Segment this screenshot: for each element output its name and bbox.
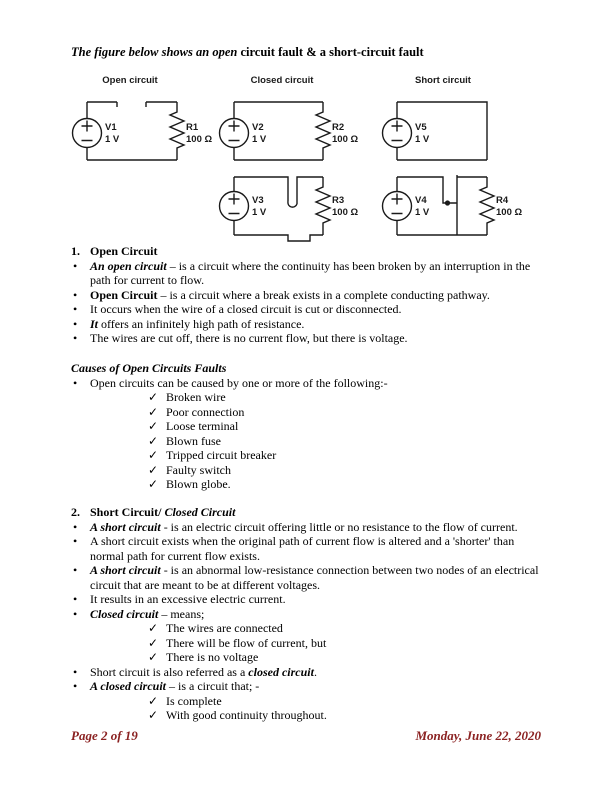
list-item (71, 592, 543, 607)
column-header-closed-circuit: Closed circuit (250, 75, 314, 86)
list-item (71, 679, 543, 694)
list-item (71, 405, 543, 420)
source-label: V4 (415, 195, 427, 206)
source-voltage-label: 1 V (415, 134, 430, 145)
source-voltage-label: 1 V (415, 207, 430, 218)
resistor-label: R3 (332, 195, 345, 206)
bullet-icon: • (73, 287, 78, 302)
section-heading-text: Causes of Open Circuits Faults (71, 361, 227, 375)
list-item (71, 390, 543, 405)
list-item (71, 259, 543, 288)
resistor-label: R4 (496, 195, 509, 206)
short-circuit-diagram (383, 102, 488, 160)
check-icon: ✓ (148, 433, 159, 448)
bullet-icon: • (73, 606, 78, 621)
list-item-text: . (313, 664, 317, 679)
check-icon: ✓ (148, 635, 159, 650)
list-item-text: Broken wire (166, 390, 226, 404)
bullet-icon: • (73, 375, 78, 390)
list-item (71, 621, 543, 636)
section-heading (71, 505, 543, 520)
list-item (71, 448, 543, 463)
source-voltage-label: 1 V (252, 207, 267, 218)
open-circuit-diagram (73, 102, 185, 160)
list-item-text: – is a circuit where a break exists in a complete conducting pathway. (157, 287, 490, 302)
check-icon: ✓ (148, 419, 159, 433)
section-heading-text: Closed Circuit (164, 505, 236, 519)
list-item (71, 288, 543, 303)
list-item-text: Open Circuit (90, 287, 158, 302)
source-label: V2 (252, 122, 264, 133)
list-item (71, 534, 543, 563)
list-item (71, 665, 543, 680)
title-italic-part: The figure below shows an open (71, 45, 238, 59)
list-item-text: Blown fuse (166, 433, 221, 448)
footer-page-number: Page 2 of 19 (71, 728, 138, 743)
closed-circuit-diagram (220, 102, 331, 160)
column-header-open-circuit: Open circuit (102, 75, 158, 86)
resistor-value-label: 100 Ω (186, 134, 213, 145)
list-item (71, 708, 543, 723)
list-item-text: closed circuit (248, 664, 314, 679)
list-item-text: There is no voltage (166, 650, 259, 664)
page-title (71, 45, 551, 60)
list-item (71, 694, 543, 709)
closed-circuit-switch-diagram (220, 177, 331, 241)
section-open-circuit (71, 244, 543, 346)
section-heading-text: Open Circuit (90, 244, 158, 258)
junction-dot-icon (445, 200, 450, 205)
bullet-icon: • (73, 534, 78, 548)
list-item-text: With good continuity throughout. (166, 708, 327, 722)
list-item (71, 317, 543, 332)
source-voltage-label: 1 V (252, 134, 267, 145)
list-item-text: The wires are cut off, there is no current flow, but there is voltage. (90, 331, 408, 345)
section-heading (71, 244, 543, 259)
list-item (71, 607, 543, 622)
list-item-text: Closed circuit (90, 606, 159, 621)
list-item-text: offers an infinitely high path of resistance. (98, 316, 305, 331)
section-causes-of-open-circuit-faults (71, 361, 543, 492)
list-item (71, 463, 543, 478)
check-icon: ✓ (148, 390, 159, 404)
bullet-icon: • (73, 679, 78, 693)
list-item-text: Tripped circuit breaker (166, 448, 277, 462)
footer (71, 728, 541, 744)
bullet-icon: • (73, 302, 78, 316)
list-item-text: Loose terminal (166, 419, 239, 433)
list-item (71, 302, 543, 317)
list-item-text: A short circuit (90, 519, 161, 534)
list-item-text: Open circuits can be caused by one or more of the following:- (90, 375, 388, 390)
list-item-text: There will be flow of current, but (166, 635, 327, 650)
list-item (71, 520, 543, 535)
section-number: 2. (71, 505, 80, 519)
list-item-text: Blown globe. (166, 477, 231, 491)
list-item-text: An open circuit (90, 258, 167, 273)
list-item (71, 419, 543, 434)
list-item-text: It (90, 316, 99, 331)
list-item (71, 376, 543, 391)
list-item-text: A short circuit exists when the original path of current flow is altered and a 'shorter' than normal path for current flow exists. (90, 534, 515, 563)
bullet-icon: • (73, 664, 78, 679)
section-number: 1. (71, 244, 80, 258)
check-icon: ✓ (148, 462, 159, 477)
bullet-icon: • (73, 331, 78, 345)
list-item-text: A closed circuit (90, 679, 166, 693)
section-heading-text: Short Circuit/ (90, 505, 165, 519)
list-item (71, 636, 543, 651)
list-item (71, 434, 543, 449)
list-item-text: It occurs when the wire of a closed circuit is cut or disconnected. (90, 302, 402, 316)
resistor-value-label: 100 Ω (332, 207, 359, 218)
source-voltage-label: 1 V (105, 134, 120, 145)
resistor-value-label: 100 Ω (332, 134, 359, 145)
list-item (71, 331, 543, 346)
section-short-closed-circuit (71, 505, 543, 723)
list-item-text: The wires are connected (166, 621, 283, 635)
check-icon: ✓ (148, 693, 159, 708)
bullet-icon: • (73, 563, 78, 577)
check-icon: ✓ (148, 708, 159, 722)
list-item-text: A short circuit (90, 563, 161, 577)
bullet-icon: • (73, 519, 78, 534)
source-label: V5 (415, 122, 427, 133)
source-label: V3 (252, 195, 264, 206)
list-item (71, 477, 543, 492)
list-item-text: Short circuit is also referred as a (90, 664, 249, 679)
list-item-text: Poor connection (166, 404, 245, 419)
resistor-label: R1 (186, 122, 199, 133)
list-item-text: Is complete (166, 693, 222, 708)
short-circuit-wire-diagram (383, 175, 495, 235)
footer-date: Monday, June 22, 2020 (415, 728, 541, 743)
list-item-text: – is a circuit where the continuity has been broken by an interruption in the path for current to flow. (90, 258, 531, 287)
column-header-short-circuit: Short circuit (415, 75, 471, 86)
list-item (71, 563, 543, 592)
check-icon: ✓ (148, 448, 159, 462)
section-heading (71, 361, 543, 376)
bullet-icon: • (73, 592, 78, 606)
check-icon: ✓ (148, 404, 159, 419)
circuit-figure (0, 66, 612, 248)
check-icon: ✓ (148, 477, 159, 491)
list-item (71, 650, 543, 665)
source-label: V1 (105, 122, 117, 133)
list-item-text: It results in an excessive electric current. (90, 592, 286, 606)
title-regular-part: circuit fault & a short-circuit fault (237, 45, 424, 59)
resistor-label: R2 (332, 122, 345, 133)
list-item-text: – means; (158, 606, 205, 621)
bullet-icon: • (73, 258, 78, 273)
list-item-text: - is an electric circuit offering little or no resistance to the flow of current. (160, 519, 518, 534)
list-item-text: - is an abnormal low-resistance connection between two nodes of an electrical circuit that are meant to be at different voltages. (90, 563, 539, 592)
list-item-text: – is a circuit that; - (166, 679, 260, 693)
check-icon: ✓ (148, 650, 159, 664)
list-item-text: Faulty switch (166, 462, 231, 477)
bullet-icon: • (73, 316, 78, 331)
check-icon: ✓ (148, 621, 159, 635)
resistor-value-label: 100 Ω (496, 207, 523, 218)
